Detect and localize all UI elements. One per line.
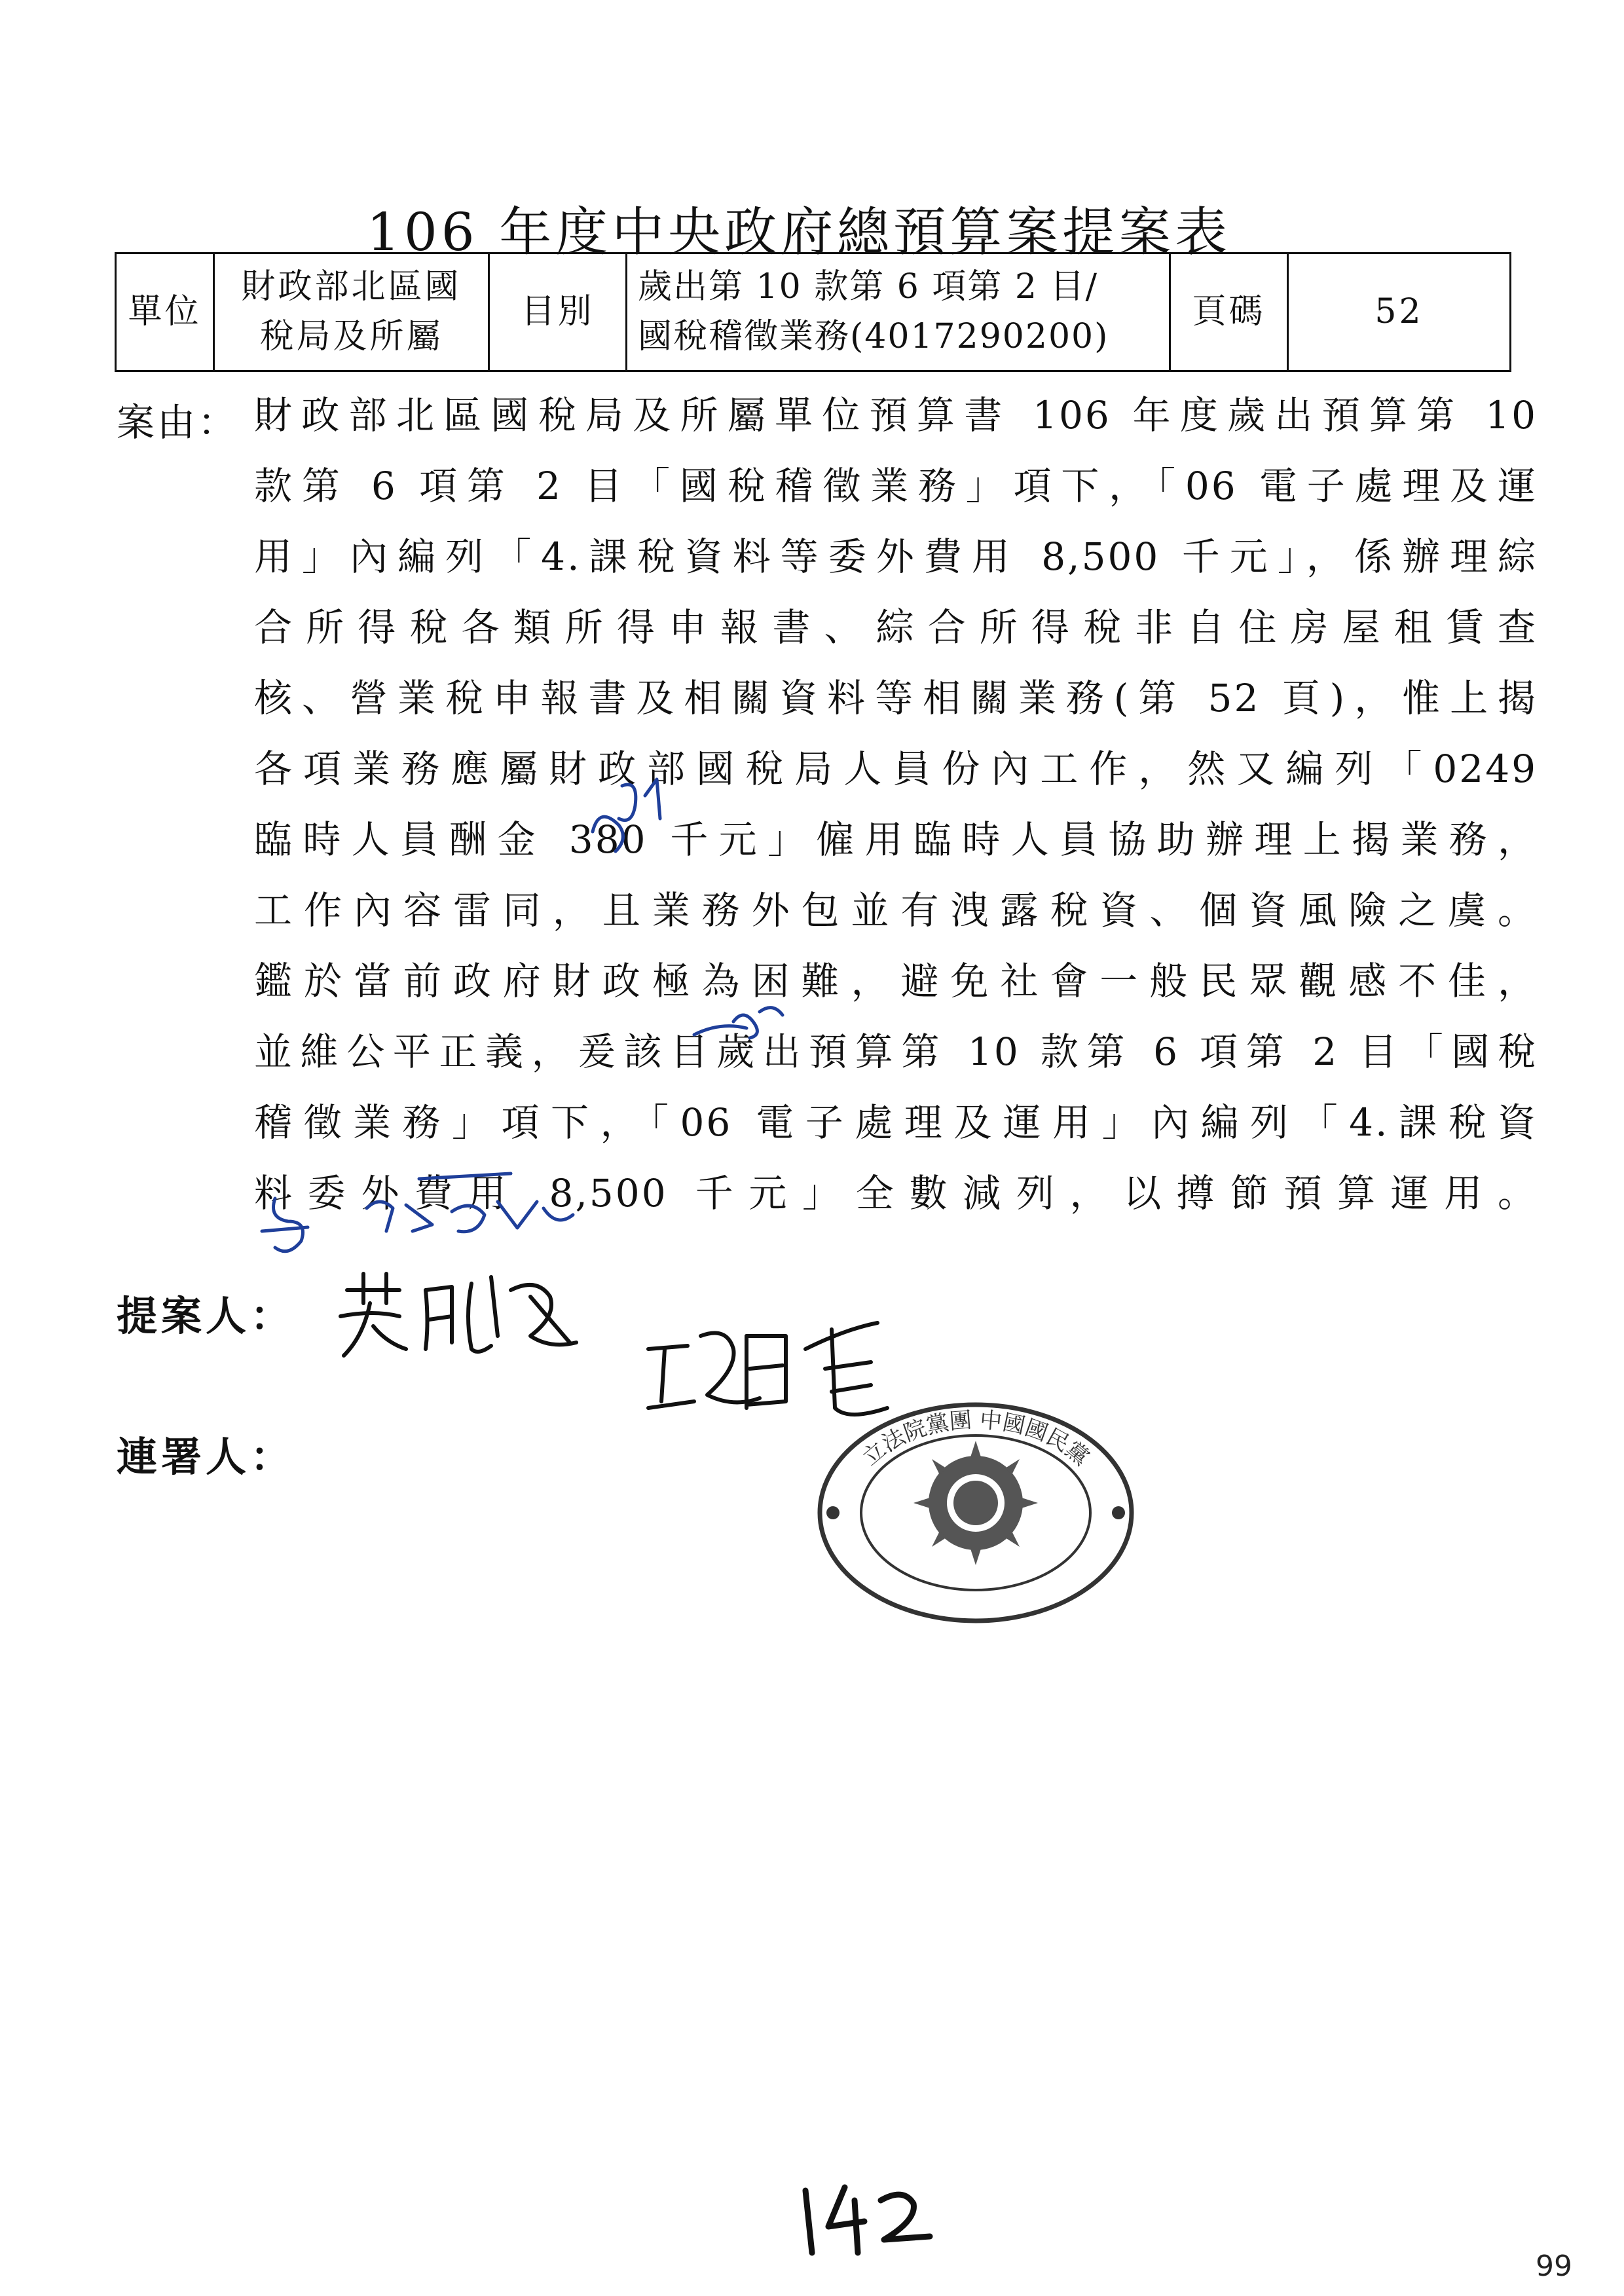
item-value-line2: 國稅稽徵業務(4017290200) xyxy=(638,316,1109,356)
proposal-line: 鑑於當前政府財政極為困難，避免社會一般民眾觀感不佳， xyxy=(254,959,1538,1003)
party-caucus-seal xyxy=(812,1395,1139,1631)
proposal-line: 各項業務應屬財政部國稅局人員份內工作，然又編列「0249 xyxy=(254,747,1538,791)
corner-number: 99 xyxy=(1536,2250,1572,2283)
handwritten-page-number xyxy=(786,2181,943,2259)
proposal-line: 款第 6 項第 2 目「國稅稽徵業務」項下，「06 電子處理及運 xyxy=(254,464,1538,508)
proposer-label: 提案人： xyxy=(117,1292,295,1340)
page-label: 頁碼 xyxy=(1170,253,1288,371)
cause-label: 案由： xyxy=(117,400,239,445)
proposal-line: 財政部北區國稅局及所屬單位預算書 106 年度歲出預算第 10 xyxy=(254,393,1538,437)
seal-text: 立法院黨團 中國國民黨 xyxy=(857,1407,1094,1472)
proposal-line: 料委外費用 8,500 千元」全數減列，以撙節預算運用。 xyxy=(254,1171,1538,1215)
page-value: 52 xyxy=(1288,253,1511,371)
cosigner-label: 連署人： xyxy=(117,1433,295,1481)
item-label: 目別 xyxy=(489,253,627,371)
unit-label: 單位 xyxy=(116,253,214,371)
proposal-line: 用」內編列「4.課稅資料等委外費用 8,500 千元」，係辦理綜 xyxy=(254,534,1538,579)
unit-value-line1: 財政部北區國 xyxy=(241,267,462,307)
proposal-line: 稽徵業務」項下，「06 電子處理及運用」內編列「4.課稅資 xyxy=(254,1100,1538,1145)
proposal-line: 合所得稅各類所得申報書、綜合所得稅非自住房屋租賃查 xyxy=(254,605,1538,650)
proposal-line: 臨時人員酬金 380 千元」僱用臨時人員協助辦理上揭業務， xyxy=(254,817,1538,862)
unit-value-line2: 稅局及所屬 xyxy=(259,316,443,356)
item-value-line1: 歲出第 10 款第 6 項第 2 目/ xyxy=(638,267,1099,307)
proposal-line: 工作內容雷同，且業務外包並有洩露稅資、個資風險之虞。 xyxy=(254,888,1538,933)
proposer-signature xyxy=(334,1264,635,1369)
proposal-line: 核、營業稅申報書及相關資料等相關業務(第 52 頁)，惟上揭 xyxy=(254,676,1538,720)
page-title: 106 年度中央政府總預算案提案表 xyxy=(367,202,1232,263)
proposal-line: 並維公平正義，爰該目歲出預算第 10 款第 6 項第 2 目「國稅 xyxy=(254,1029,1538,1074)
